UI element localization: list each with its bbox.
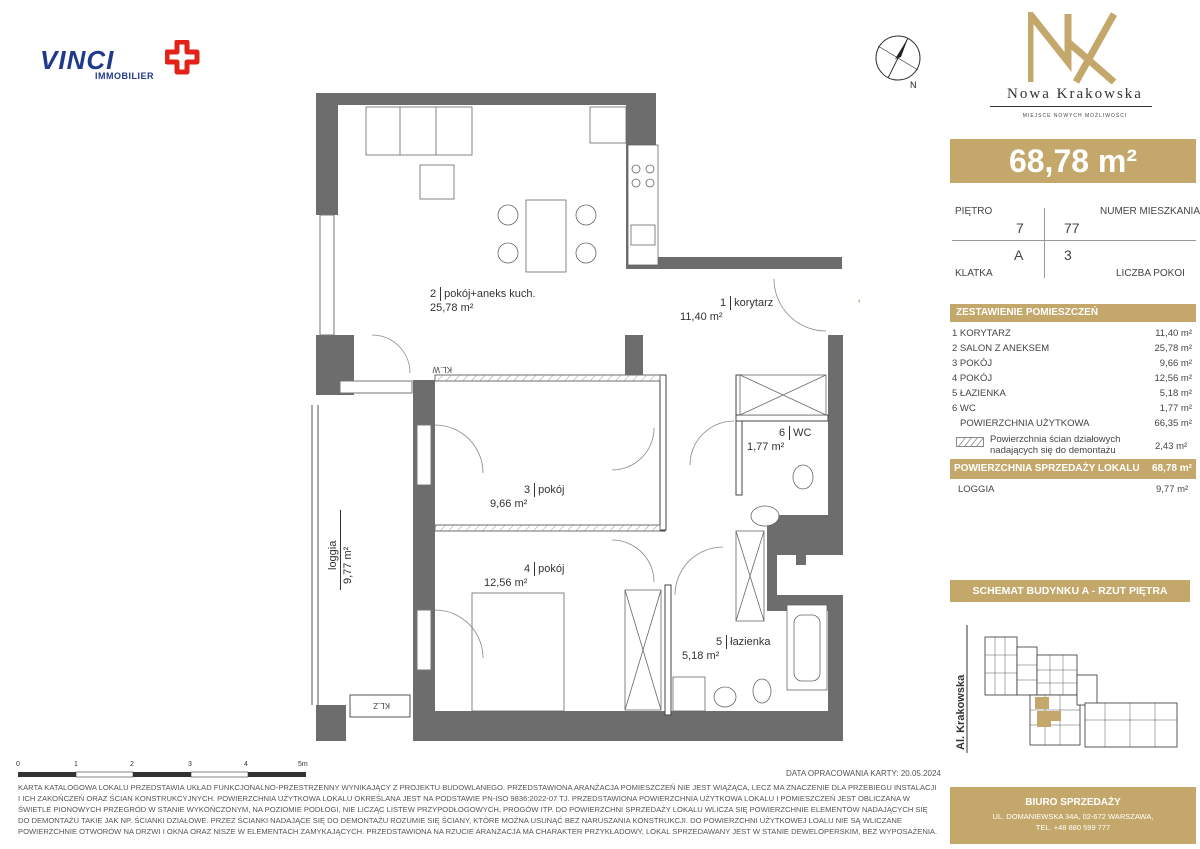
room-1-area: 11,40 m² [680, 311, 723, 323]
usable-area-label: POWIERZCHNIA UŻYTKOWA [960, 418, 1090, 429]
scale-tick-2: 2 [130, 761, 134, 768]
room-2-number: 2 [430, 288, 437, 300]
staircase-label: KLATKA [955, 268, 993, 279]
apartment-number-label: NUMER MIESZKANIA [1100, 206, 1200, 217]
info-divider-horizontal [952, 240, 1196, 241]
summary-room-area: 1,77 m² [1159, 403, 1192, 414]
loggia-value: 9,77 m² [1156, 484, 1189, 495]
apartment-number-value: 77 [1064, 220, 1080, 236]
usable-area-value: 66,35 m² [1154, 418, 1192, 429]
room-4-name: pokój [534, 562, 564, 576]
building-schema-heading: SCHEMAT BUDYNKU A - RZUT PIĘTRA [950, 580, 1190, 602]
floor-value: 7 [1016, 220, 1024, 236]
scale-tick-3: 3 [188, 761, 192, 768]
rooms-count-value: 3 [1064, 247, 1072, 263]
scale-tick-0: 0 [16, 761, 20, 768]
rooms-summary-heading: ZESTAWIENIE POMIESZCZEŃ [950, 304, 1196, 322]
room-2-name: pokój+aneks kuch. [440, 287, 535, 301]
room-6-number: 6 [779, 427, 786, 439]
legal-disclaimer: KARTA KATALOGOWA LOKALU PRZEDSTAWIA UKŁAD FUNKCJONALNO-PRZESTRZENNY WYNIKAJĄCY Z PROJEKTU BUDOWLANEGO. PRZEDSTAWIONA ARANŻACJA POMIESZCZEŃ NIE JEST WIĄŻĄCA, LECZ MA ZNACZENIE DLA PRZEBIEGU INSTALACJI I ICH ZAKOŃCZEŃ ORAZ ŚCIAN KONSTRUKCYJNYCH. POWIERZCHNIA UŻYTKOWA LOKALU OKREŚLANA JEST NA PODSTAWIE PN-ISO 9836:2022-07 TJ. PRZEDSTAWIONA POWIERZCHNIA UŻYTKOWA LOKALU I POMIESZCZEŃ JEST OBLICZANA W ŚWIETLE PIONOWYCH PRZEGRÓD W STANIE WYKOŃCZONYM, NA POZIOMIE PODŁOGI, NIE LICZĄC LISTEW PRZYPODŁOGOWYCH, PROGÓW ITP. DO POWIERZCHNI SPRZEDAŻY LOKALU WLICZA SIĘ POWIERZCHNIE ELEMENTÓW NADAJĄCYCH SIĘ DO DEMONTAŻU TAKIE JAK NP. ŚCIANKI DZIAŁOWE. PRZEZ ŚCIANKI NADAJĄCE SIĘ DO DEMONTAŻU ROZUMIE SIĘ ŚCIANY, KTÓRE MOŻNA USUNĄĆ BEZ NARUSZANIA KONSTRUKCJI. DO POWIERZCHNI UŻYTKOWEJ LOALU NIE SĄ WLICZANE POWIERZCHNIE OTWORÓW NA DRZWI I OKNA ORAZ NISZE W ELEMENTACH ZAMYKAJĄCYCH. PRZEDSTAWIONA NA RZUCIE ARANŻACJA MA CHARAKTER PRZYKŁADOWY, LOKAL SPRZEDAWANY JEST W STANIE DEWELOPERSKIM, BEZ WYPOSAŻENIA. [18, 783, 938, 836]
vinci-wordmark: VINCI [40, 45, 115, 75]
summary-row [952, 388, 1192, 401]
vinci-logo [40, 45, 154, 81]
room-3-name: pokój [534, 483, 564, 497]
loggia-name: loggia [326, 510, 341, 590]
room-2-area: 25,78 m² [430, 302, 474, 314]
sales-office-phone: TEL. +48 880 599 777 [1035, 823, 1111, 832]
summary-room-name: 4 POKÓJ [952, 373, 993, 384]
summary-row [952, 343, 1192, 356]
walls-legend-line-1: Powierzchnia ścian działowych [990, 434, 1121, 445]
klz-tag: KL.Z [373, 701, 390, 710]
scale-tick-5: 5m [298, 761, 308, 768]
floor-label: PIĘTRO [955, 206, 993, 217]
loggia-area: 9,77 m² [342, 546, 354, 584]
sale-area-value: 68,78 m² [1151, 463, 1192, 474]
room-1-number: 1 [720, 297, 727, 309]
walls-legend-line-2: nadających się do demontażu [990, 445, 1116, 456]
summary-row [952, 328, 1192, 341]
sales-office-box [950, 787, 1196, 844]
room-label-2 [430, 287, 536, 315]
walls-legend-value: 2,43 m² [1155, 441, 1188, 452]
summary-room-area: 5,18 m² [1159, 388, 1192, 399]
summary-room-name: 5 ŁAZIENKA [952, 388, 1006, 399]
sales-office-title: BIURO SPRZEDAŻY [1025, 797, 1121, 808]
klw-tag: KL.W [432, 365, 452, 374]
building-schema [955, 625, 1190, 755]
loggia-label: LOGGIA [958, 484, 995, 495]
summary-row [952, 358, 1192, 371]
room-label-3 [490, 483, 564, 511]
street-label: Al. Krakowska [955, 674, 967, 750]
room-5-name: łazienka [726, 635, 770, 649]
scale-tick-1: 1 [74, 761, 78, 768]
summary-room-area: 11,40 m² [1155, 328, 1192, 339]
usable-area-row [952, 418, 1192, 431]
floor-plan [300, 85, 860, 755]
sale-area-label: POWIERZCHNIA SPRZEDAŻY LOKALU [954, 463, 1140, 474]
project-tagline: MIEJSCE NOWYCH MOŻLIWOŚCI [1022, 113, 1128, 119]
summary-room-area: 9,66 m² [1159, 358, 1192, 369]
summary-room-name: 6 WC [952, 403, 976, 414]
logo-divider [990, 106, 1152, 107]
room-4-number: 4 [524, 563, 531, 575]
scale-bar [16, 770, 312, 780]
vinci-cross-icon [165, 40, 201, 76]
summary-room-name: 3 POKÓJ [952, 358, 993, 369]
walls-legend-text [990, 434, 1120, 456]
compass-n-label: N [910, 80, 917, 90]
summary-row [952, 373, 1192, 386]
scale-tick-4: 4 [244, 761, 248, 768]
room-5-number: 5 [716, 636, 723, 648]
apartment-area-box: 68,78 m² [950, 139, 1196, 183]
room-label-1 [680, 296, 773, 324]
sale-area-bar [950, 459, 1196, 479]
card-date: DATA OPRACOWANIA KARTY: 20.05.2024 [786, 769, 941, 778]
room-3-area: 9,66 m² [490, 498, 528, 510]
room-label-6 [747, 426, 811, 454]
nowa-krakowska-logo-icon [1028, 12, 1118, 84]
hatch-legend-icon [956, 437, 984, 447]
compass-icon [870, 32, 930, 92]
room-label-loggia [326, 490, 355, 590]
summary-row [952, 403, 1192, 416]
room-4-area: 12,56 m² [484, 577, 528, 589]
project-name: Nowa Krakowska [1007, 86, 1143, 102]
room-5-area: 5,18 m² [682, 650, 720, 662]
room-1-name: korytarz [730, 296, 773, 310]
summary-room-name: 2 SALON Z ANEKSEM [952, 343, 1050, 354]
room-label-5 [682, 635, 770, 663]
rooms-count-label: LICZBA POKOI [1116, 268, 1185, 279]
summary-room-name: 1 KORYTARZ [952, 328, 1011, 339]
room-6-area: 1,77 m² [747, 441, 785, 453]
sales-office-address: UL. DOMANIEWSKA 34A, 02-672 WARSZAWA, [992, 812, 1154, 821]
info-divider-vertical [1044, 208, 1045, 278]
room-6-name: WC [789, 426, 811, 440]
vinci-subtitle: IMMOBILIER [95, 71, 154, 81]
room-3-number: 3 [524, 484, 531, 496]
summary-room-area: 12,56 m² [1154, 373, 1192, 384]
room-label-4 [484, 562, 564, 590]
staircase-value: A [1014, 247, 1024, 263]
summary-room-area: 25,78 m² [1154, 343, 1192, 354]
